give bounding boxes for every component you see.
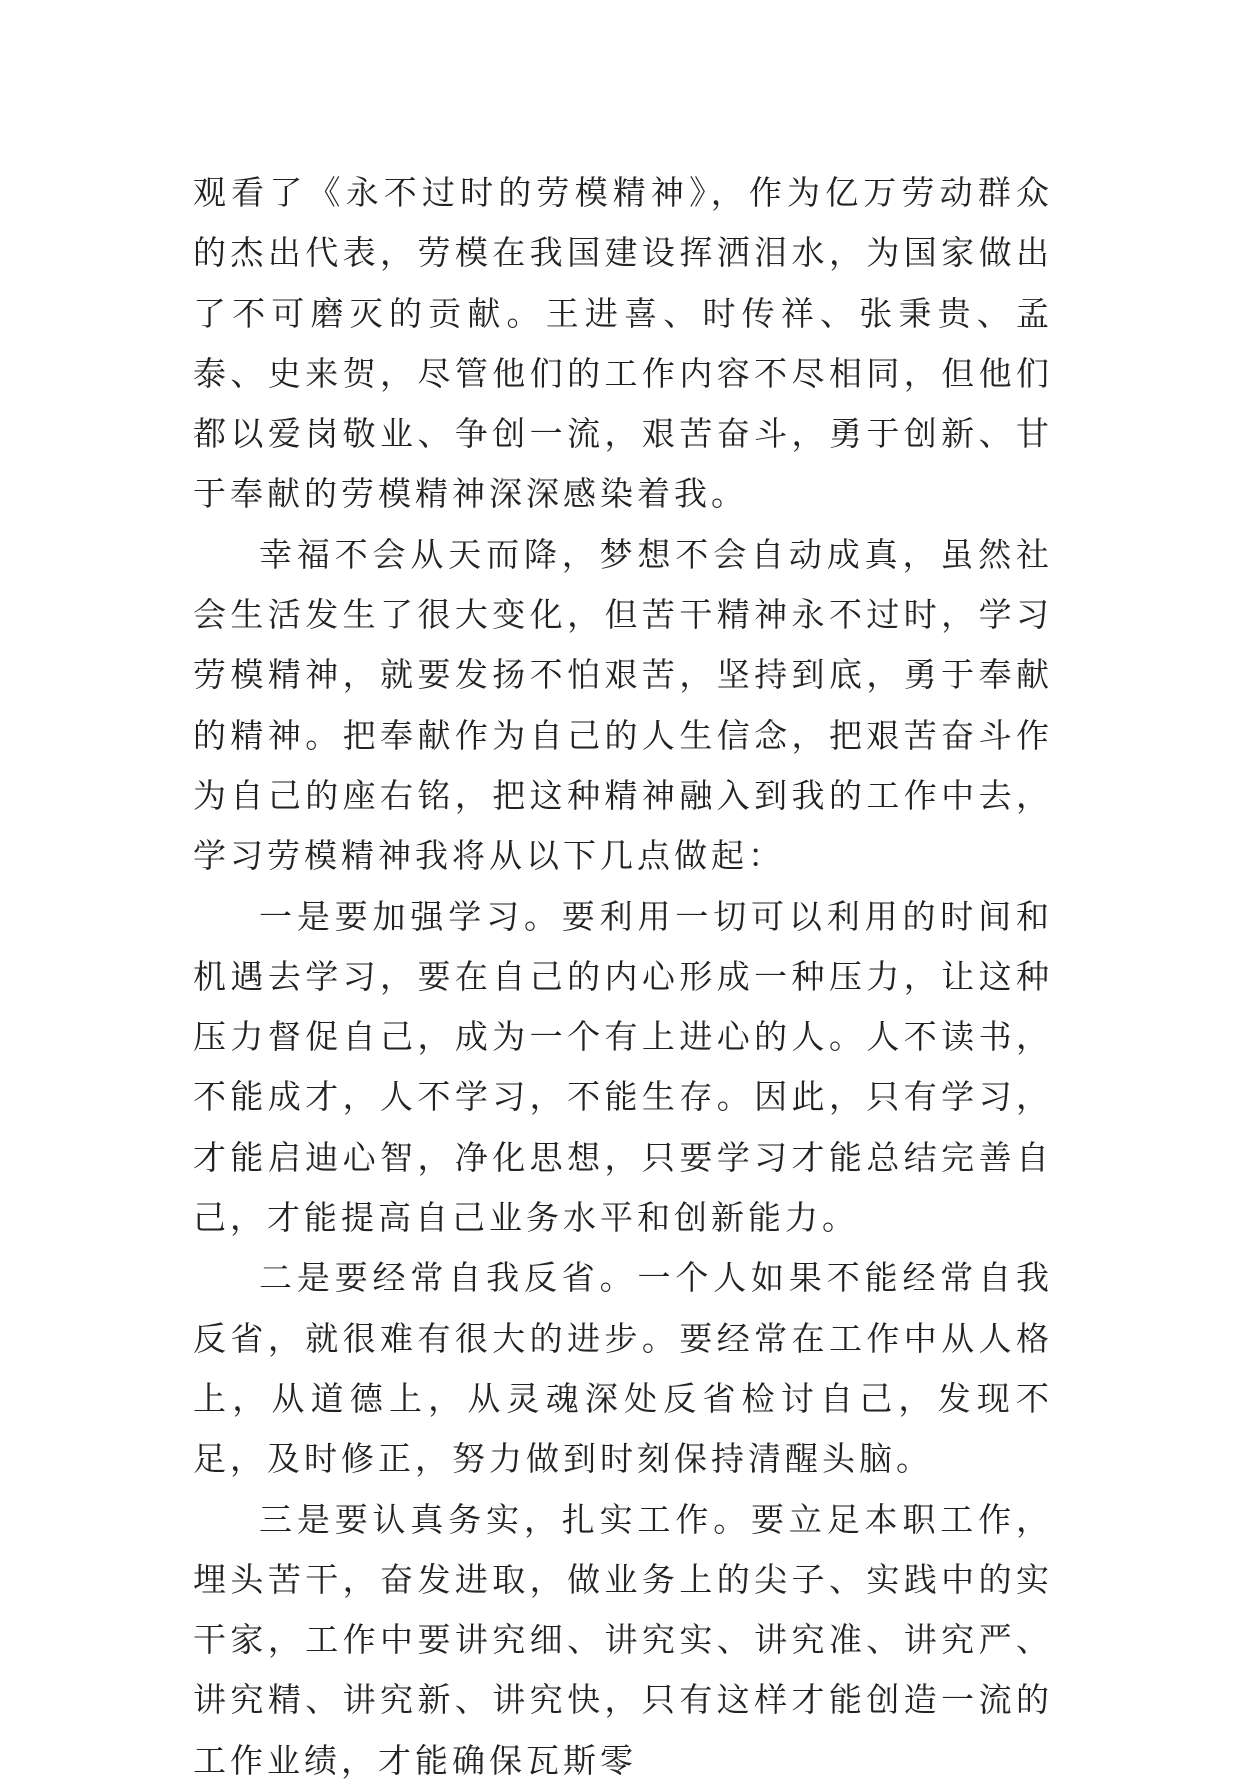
paragraph-5: 三是要认真务实，扎实工作。要立足本职工作，埋头苦干，奋发进取，做业务上的尖子、实践中的实干家，工作中要讲究细、讲究实、讲究准、讲究严、讲究精、讲究新、讲究快，只有这样才能创造一流的工作业绩，才能确保瓦斯零 <box>193 1499 1053 1780</box>
paragraph-1: 观看了《永不过时的劳模精神》，作为亿万劳动群众的杰出代表，劳模在我国建设挥洒泪水，为国家做出了不可磨灭的贡献。王进喜、时传祥、张秉贵、孟泰、史来贺，尽管他们的工作内容不尽相同，但他们都以爱岗敬业、争创一流，艰苦奋斗，勇于创新、甘于奉献的劳模精神深深感染着我。 <box>193 173 1053 514</box>
paragraph-4: 二是要经常自我反省。一个人如果不能经常自我反省，就很难有很大的进步。要经常在工作中从人格上，从道德上，从灵魂深处反省检讨自己，发现不足，及时修正，努力做到时刻保持清醒头脑。 <box>193 1258 1053 1479</box>
document-body <box>193 163 1053 1791</box>
paragraph-3: 一是要加强学习。要利用一切可以利用的时间和机遇去学习，要在自己的内心形成一种压力，让这种压力督促自己，成为一个有上进心的人。人不读书，不能成才，人不学习，不能生存。因此，只有学习，才能启迪心智，净化思想，只要学习才能总结完善自己，才能提高自己业务水平和创新能力。 <box>193 896 1053 1238</box>
paragraph-2: 幸福不会从天而降，梦想不会自动成真，虽然社会生活发生了很大变化，但苦干精神永不过时，学习劳模精神，就要发扬不怕艰苦，坚持到底，勇于奉献的精神。把奉献作为自己的人生信念，把艰苦奋斗作为自己的座右铭，把这种精神融入到我的工作中去，学习劳模精神我将从以下几点做起： <box>193 534 1053 876</box>
